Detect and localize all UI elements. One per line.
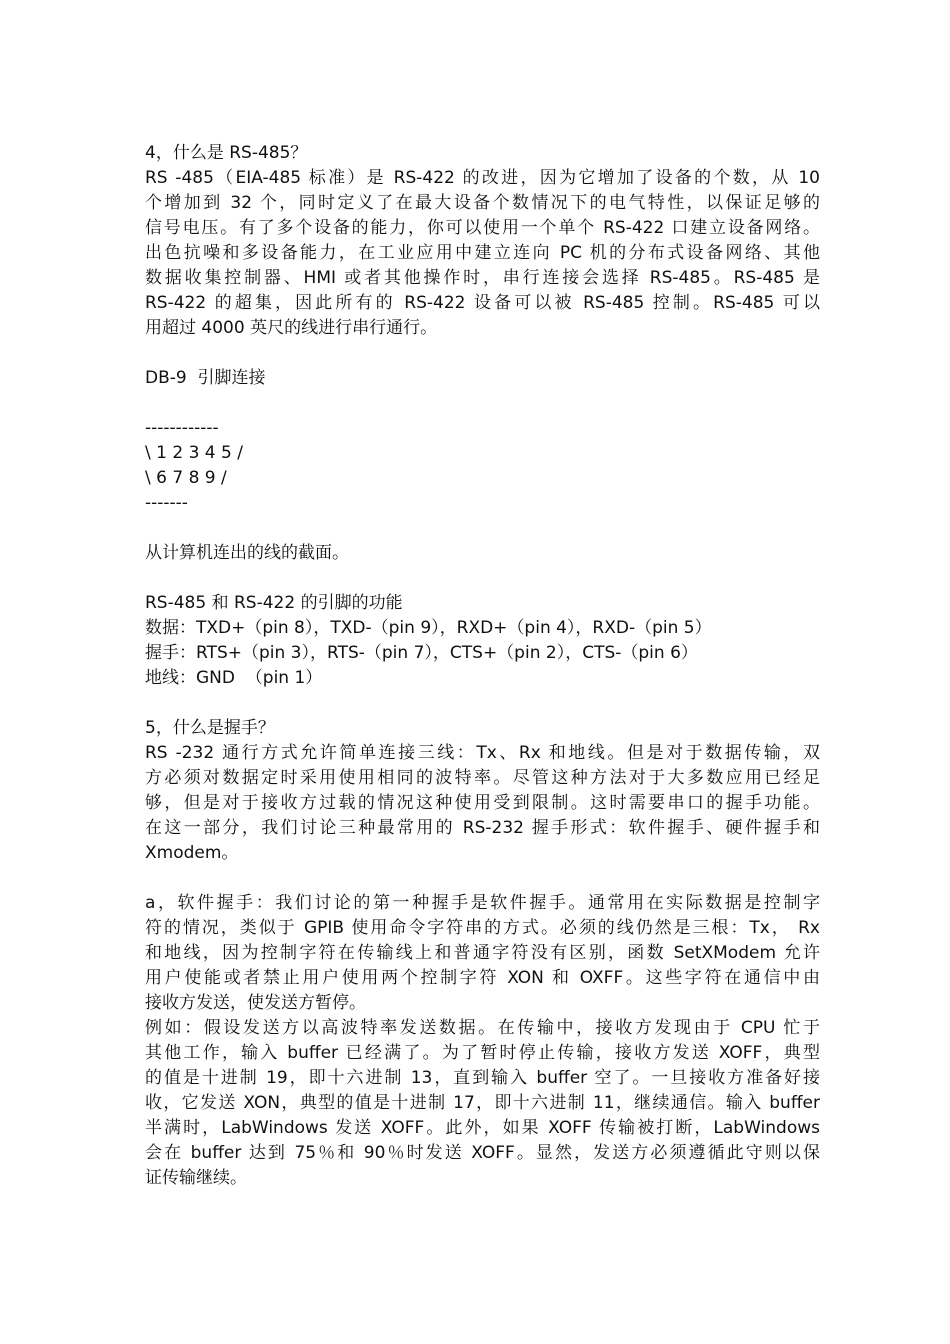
paragraph-line: RS -232 通行方式允许简单连接三线：Tx、Rx 和地线。但是对于数据传输，双 [145, 743, 820, 763]
section-5-paragraph [145, 741, 820, 866]
paragraph-line: 收，它发送 XON，典型的值是十进制 17，即十六进制 11，继续通信。输入 buffer [145, 1093, 820, 1113]
paragraph-line: 其他工作，输入 buffer 已经满了。为了暂时停止传输，接收方发送 XOFF，典型 [145, 1043, 820, 1063]
paragraph-line: 符的情况，类似于 GPIB 使用命令字符串的方式。必须的线仍然是三根：Tx， Rx [145, 918, 820, 938]
paragraph-line: 在这一部分，我们讨论三种最常用的 RS-232 握手形式：软件握手、硬件握手和 [145, 818, 820, 838]
db9-caption: 从计算机连出的线的截面。 [145, 543, 349, 563]
paragraph-line: RS-422 的超集，因此所有的 RS-422 设备可以被 RS-485 控制。RS-485 可以 [145, 293, 820, 313]
pin-function-line: 握手：RTS+（pin 3），RTS-（pin 7），CTS+（pin 2），CTS-（pin 6） [145, 643, 698, 663]
paragraph-line: 用户使能或者禁止用户使用两个控制字符 XON 和 OXFF。这些字符在通信中由 [145, 968, 820, 988]
diagram-line: ------------ [145, 418, 219, 438]
pin-functions-list [145, 616, 820, 691]
paragraph-line: 例如：假设发送方以高波特率发送数据。在传输中，接收方发现由于 CPU 忙于 [145, 1018, 820, 1038]
paragraph-line: 证传输继续。 [145, 1168, 247, 1188]
paragraph-gap [145, 566, 820, 591]
pin-function-line: 数据：TXD+（pin 8），TXD-（pin 9），RXD+（pin 4），RXD-（pin 5） [145, 618, 712, 638]
paragraph-gap [145, 341, 820, 366]
paragraph-gap [145, 516, 820, 541]
diagram-line: ------- [145, 493, 188, 513]
section-4-paragraph [145, 166, 820, 341]
paragraph-gap [145, 866, 820, 891]
paragraph-line: 个增加到 32 个，同时定义了在最大设备个数情况下的电气特性，以保证足够的 [145, 193, 820, 213]
paragraph-line: 接收方发送，使发送方暂停。 [145, 993, 366, 1013]
handshake-example-paragraph [145, 1016, 820, 1191]
section-5-heading: 5，什么是握手？ [145, 718, 275, 738]
paragraph-line: 会在 buffer 达到 75％和 90％时发送 XOFF。显然，发送方必须遵循此守则以保 [145, 1143, 820, 1163]
paragraph-line: 够，但是对于接收方过载的情况这种使用受到限制。这时需要串口的握手功能。 [145, 793, 820, 813]
paragraph-line: a，软件握手：我们讨论的第一种握手是软件握手。通常用在实际数据是控制字 [145, 893, 820, 913]
db9-pin-diagram [145, 416, 820, 516]
software-handshake-paragraph [145, 891, 820, 1016]
diagram-line: \ 1 2 3 4 5 / [145, 443, 243, 463]
paragraph-line: 用超过 4000 英尺的线进行串行通行。 [145, 318, 438, 338]
paragraph-line: 数据收集控制器、HMI 或者其他操作时，串行连接会选择 RS-485。RS-485 是 [145, 268, 820, 288]
paragraph-gap [145, 391, 820, 416]
paragraph-line: 和地线，因为控制字符在传输线上和普通字符没有区别，函数 SetXModem 允许 [145, 943, 820, 963]
pin-functions-title: RS-485 和 RS-422 的引脚的功能 [145, 593, 403, 613]
section-4-heading: 4，什么是 RS-485？ [145, 143, 308, 163]
paragraph-line: 方必须对数据定时采用使用相同的波特率。尽管这种方法对于大多数应用已经足 [145, 768, 820, 788]
paragraph-line: 出色抗噪和多设备能力，在工业应用中建立连向 PC 机的分布式设备网络、其他 [145, 243, 820, 263]
diagram-line: \ 6 7 8 9 / [145, 468, 227, 488]
paragraph-line: 信号电压。有了多个设备的能力，你可以使用一个单个 RS-422 口建立设备网络。 [145, 218, 820, 238]
paragraph-line: 的值是十进制 19，即十六进制 13，直到输入 buffer 空了。一旦接收方准备好接 [145, 1068, 820, 1088]
paragraph-gap [145, 691, 820, 716]
db9-title: DB-9 引脚连接 [145, 368, 266, 388]
paragraph-line: 半满时，LabWindows 发送 XOFF。此外，如果 XOFF 传输被打断，LabWindows [145, 1118, 820, 1138]
paragraph-line: RS -485（EIA-485 标准）是 RS-422 的改进，因为它增加了设备的个数，从 10 [145, 168, 820, 188]
document-body [145, 141, 820, 1191]
pin-function-line: 地线：GND （pin 1） [145, 668, 323, 688]
paragraph-line: Xmodem。 [145, 843, 239, 863]
